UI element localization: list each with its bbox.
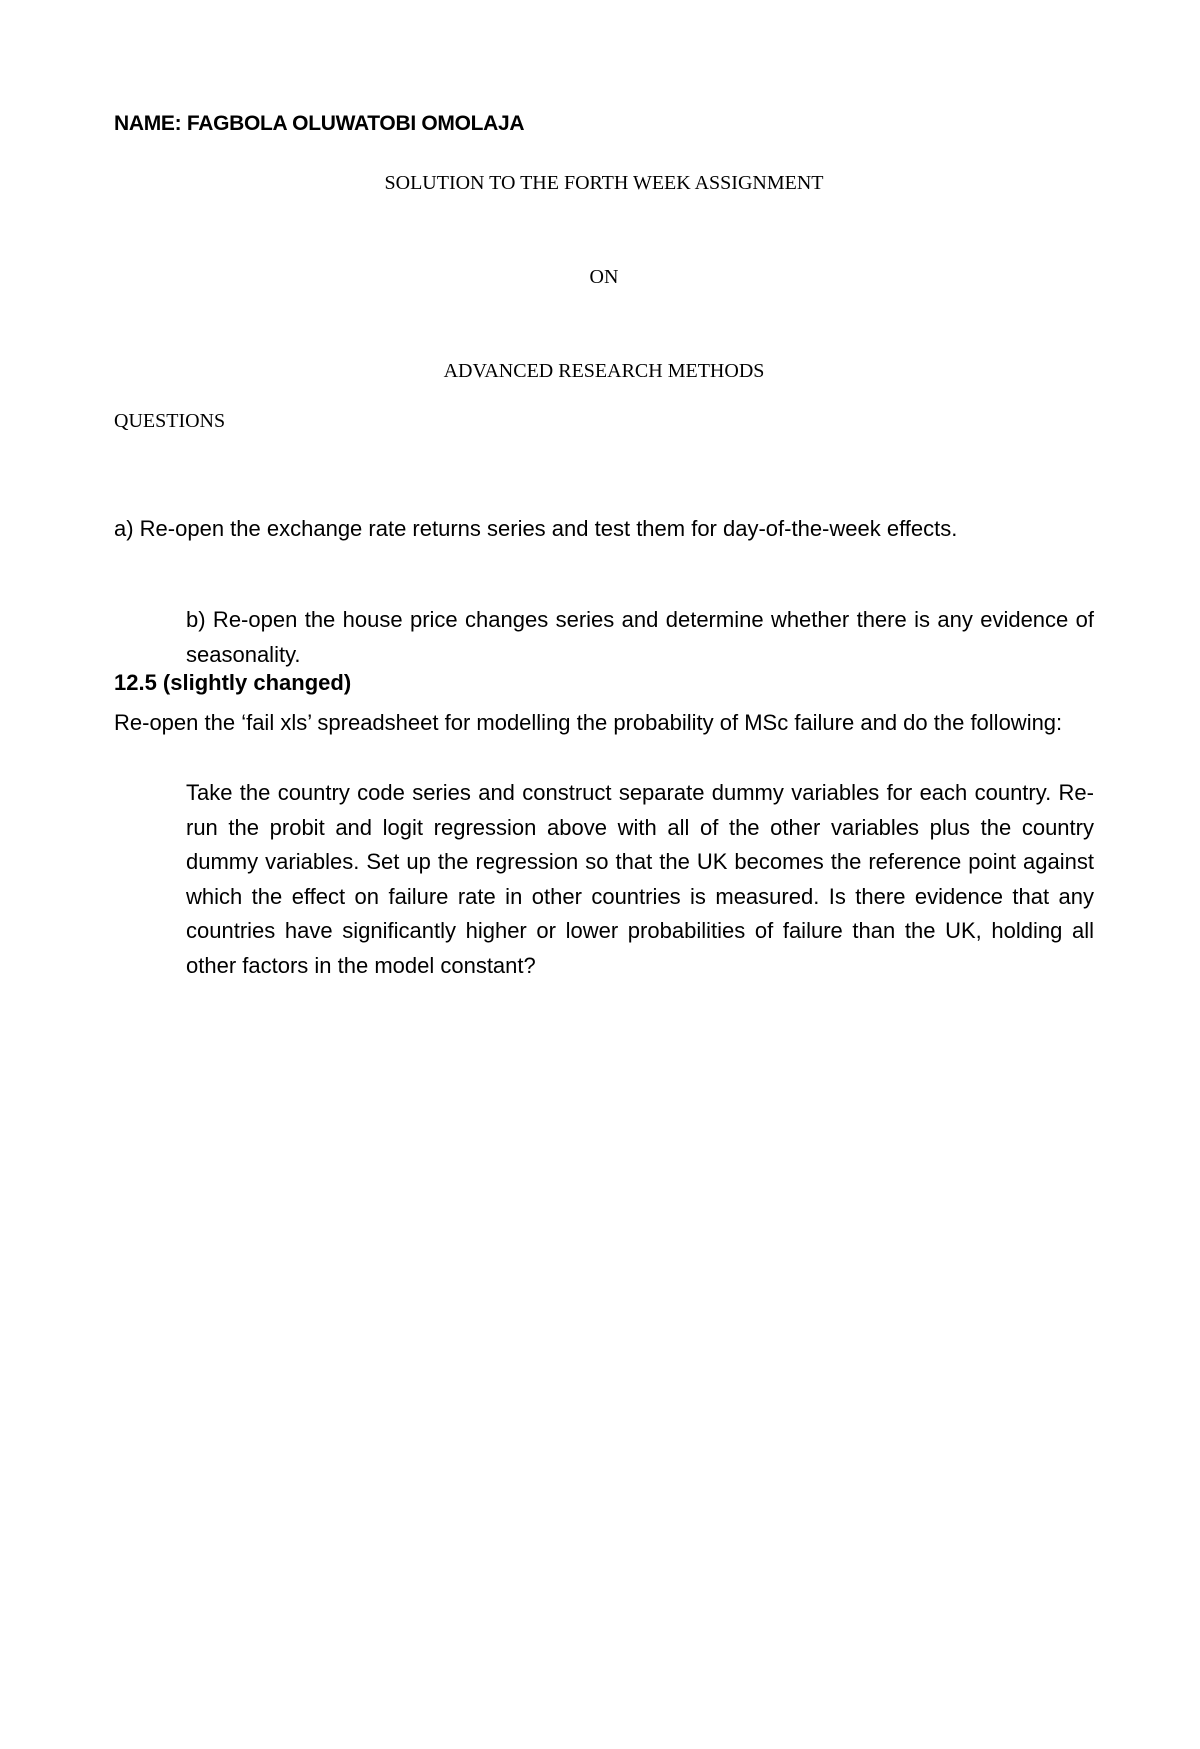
course-title: ADVANCED RESEARCH METHODS [443, 360, 765, 382]
section-heading: 12.5 (slightly changed) [114, 670, 352, 695]
questions-label: QUESTIONS [114, 410, 226, 432]
author-name: NAME: FAGBOLA OLUWATOBI OMOLAJA [114, 112, 525, 135]
section-task: Take the country code series and construct separate dummy variables for each country. Re-run the probit and logit regression above with all of the other variables plus the country dummy variables. Set up the regression so that the UK becomes the reference point against which the effect on failure rate in other countries is measured. Is there evidence that any countries have significantly higher or lower probabilities of failure than the UK, holding all other factors in the model constant? [186, 780, 1094, 978]
section-intro: Re-open the ‘fail xls’ spreadsheet for modelling the probability of MSc failure and do the following: [114, 710, 1063, 735]
on-line: ON [589, 266, 619, 288]
question-b: b) Re-open the house price changes series and determine whether there is any evidence of seasonality. [186, 607, 1094, 667]
question-a: a) Re-open the exchange rate returns series and test them for day-of-the-week effects. [114, 516, 958, 541]
document-title: SOLUTION TO THE FORTH WEEK ASSIGNMENT [384, 172, 824, 194]
